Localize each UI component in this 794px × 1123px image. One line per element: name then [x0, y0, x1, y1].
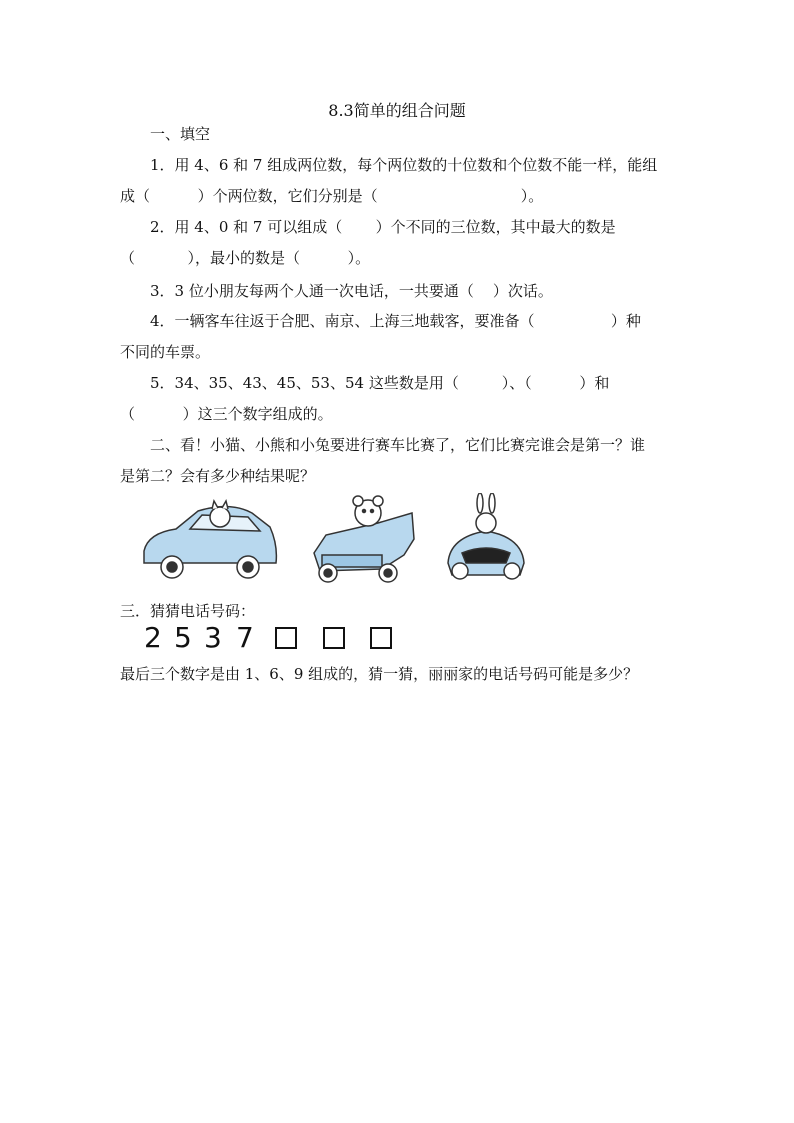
section3-question: 最后三个数字是由 1、6、9 组成的，猜一猜，丽丽家的电话号码可能是多少？ [120, 665, 639, 683]
question-2-line-2: （ ），最小的数是（ ）。 [120, 249, 371, 267]
phone-digit: 5 [174, 621, 192, 654]
cat-car-icon [144, 501, 276, 578]
question-2-line-1: 2．用 4、0 和 7 可以组成（ ）个不同的三位数，其中最大的数是 [150, 218, 616, 236]
question-1-line-2: 成（ ）个两位数，它们分别是（ ）。 [120, 187, 544, 205]
blank-digit-box [275, 627, 297, 649]
section2-line-2: 是第二？会有多少种结果呢？ [120, 467, 316, 485]
question-3-line-1: 3．3 位小朋友每两个人通一次电话，一共要通（ ）次话。 [150, 282, 553, 300]
blank-digit-box [370, 627, 392, 649]
section1-heading: 一、填空 [150, 125, 211, 143]
phone-digit: 7 [236, 621, 254, 654]
question-1-line-1: 1．用 4、6 和 7 组成两位数，每个两位数的十位数和个位数不能一样，能组 [150, 156, 658, 174]
question-4-line-2: 不同的车票。 [120, 343, 211, 361]
section2-line-1: 二、看！小猫、小熊和小兔要进行赛车比赛了，它们比赛完谁会是第一？谁 [150, 436, 646, 454]
race-cars-illustration [140, 493, 536, 591]
phone-digit: 2 [144, 621, 162, 654]
blank-digit-box [323, 627, 345, 649]
phone-digit: 3 [204, 621, 222, 654]
bear-car-icon [314, 496, 414, 582]
section3-heading: 三．猜猜电话号码： [120, 602, 256, 620]
rabbit-car-icon [448, 493, 524, 579]
question-4-line-1: 4．一辆客车往返于合肥、南京、上海三地载客，要准备（ ）种 [150, 312, 641, 330]
page-title: 8.3简单的组合问题 [328, 101, 466, 120]
question-5-line-2: （ ）这三个数字组成的。 [120, 405, 333, 423]
question-5-line-1: 5．34、35、43、45、53、54 这些数是用（ ）、（ ）和 [150, 374, 610, 392]
